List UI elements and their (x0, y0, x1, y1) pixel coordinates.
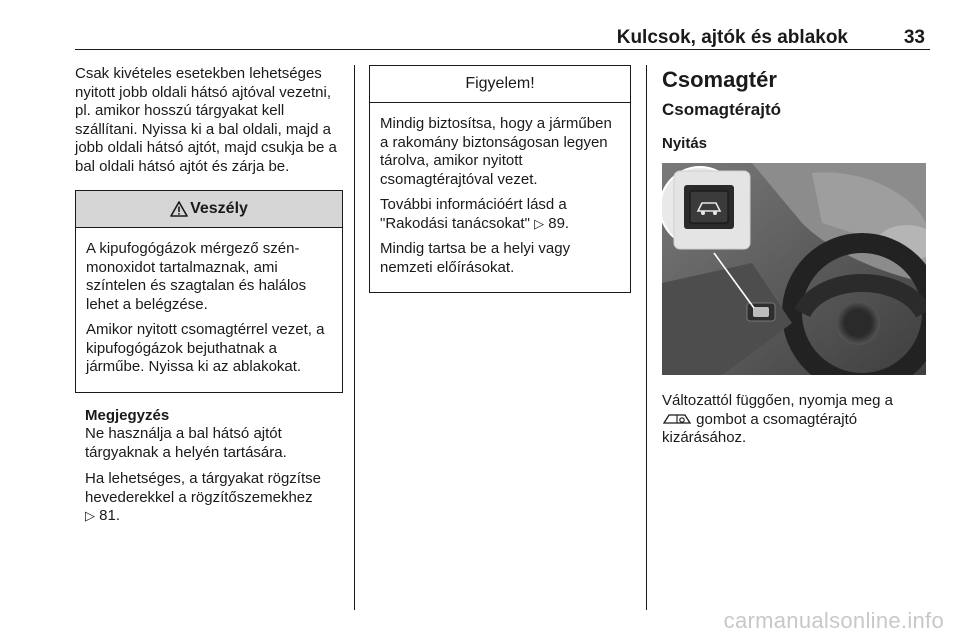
column-middle (369, 65, 631, 293)
column-divider-2 (646, 65, 647, 610)
attention-box (369, 65, 631, 293)
tailgate-release-icon (662, 412, 692, 426)
opening-heading: Nyitás (662, 135, 708, 152)
note-ref-page: 81. (99, 507, 121, 524)
page-header (75, 27, 930, 50)
warning-triangle-icon (170, 201, 188, 217)
page-ref-arrow-icon: ▷ (534, 215, 545, 231)
note-title: Megjegyzés (85, 406, 170, 424)
danger-paragraph-1: A kipufogógázok mérgező szén-monoxidot tartalmaznak, ami színtelen és szagtalan és halálos lehet a belégzése. (86, 240, 307, 313)
section-heading: Csomagtér (662, 67, 777, 92)
attention-box-header (370, 66, 630, 103)
chapter-title: Kulcsok, ajtók és ablakok (616, 27, 848, 48)
column-right (662, 65, 930, 448)
danger-box-header (76, 191, 342, 228)
column-left (75, 65, 343, 526)
note-paragraph-1: Ne használja a bal hátsó ajtót tárgyaknak a helyén tartására. (85, 425, 287, 461)
note-paragraph-2-text: Ha lehetséges, a tárgyakat rögzítse hevederekkel a rögzítőszemekhez (85, 470, 321, 506)
danger-paragraph-2: Amikor nyitott csomagtérrel vezet, a kipufogógázok bejuthatnak a járműbe. Nyissa ki az ablakokat. (86, 321, 325, 375)
watermark: carmanualsonline.info (723, 608, 944, 633)
danger-box (75, 190, 343, 393)
intro-paragraph: Csak kivételes esetekben lehetséges nyitott jobb oldali hátsó ajtóval vezetni, pl. amikor hosszú tárgyakat kell szállítani. Nyissa ki a bal oldali, majd a jobb oldali hátsó ajtót, majd csukja be a bal oldali hátsó ajtót és zárja be. (75, 65, 337, 175)
attention-ref-page: 89. (548, 214, 570, 232)
note-paragraph-2 (85, 470, 333, 526)
tailgate-caption (662, 392, 930, 448)
attention-paragraph-3: Mindig tartsa be a helyi vagy nemzeti előírásokat. (380, 240, 571, 276)
tailgate-button-photo (662, 163, 926, 375)
note-section (75, 393, 343, 526)
column-divider-1 (354, 65, 355, 610)
attention-box-body (370, 103, 630, 292)
page-number: 33 (903, 27, 925, 48)
danger-box-body (76, 228, 342, 392)
caption-text-2: gombot a csomagtérajtó kizárásához. (662, 410, 858, 446)
caption-text-1: Változattól függően, nyomja meg a (662, 392, 893, 409)
attention-paragraph-2 (380, 196, 620, 233)
attention-paragraph-2-text: További információért lásd a "Rakodási tanácsokat" (380, 196, 567, 232)
danger-title: Veszély (190, 200, 248, 217)
section-subheading: Csomagtérajtó (662, 100, 782, 119)
attention-paragraph-1: Mindig biztosítsa, hogy a járműben a rakomány biztonságosan legyen tárolva, amikor nyitott csomagtérajtóval vezet. (380, 115, 612, 188)
attention-title: Figyelem! (465, 75, 535, 92)
page-ref-arrow-icon: ▷ (85, 508, 95, 523)
